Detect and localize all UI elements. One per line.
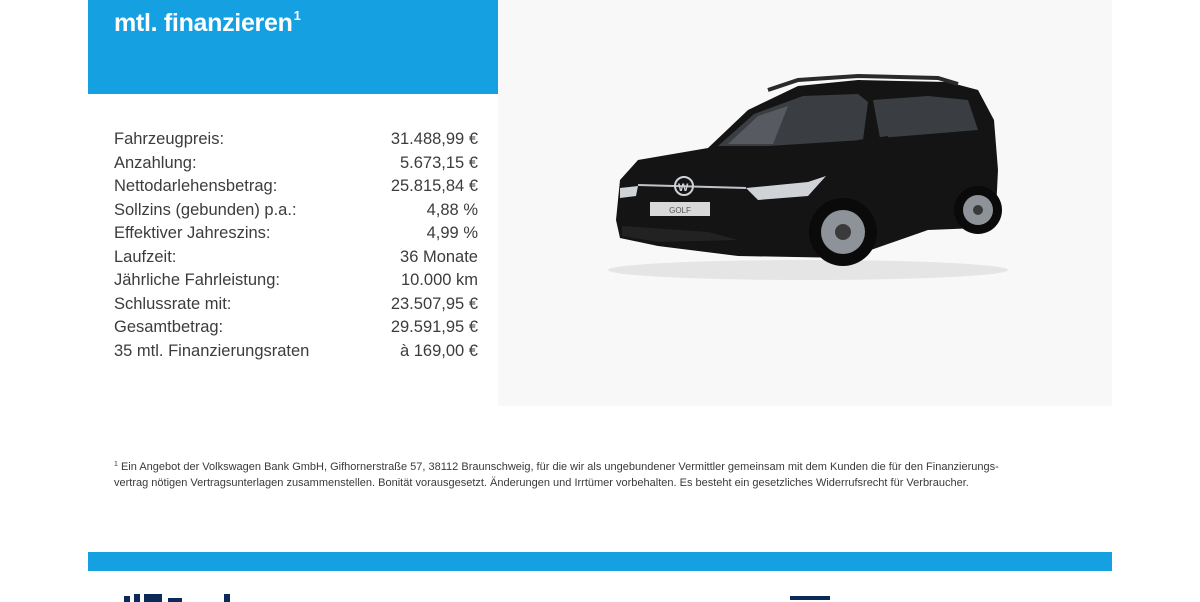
car-image bbox=[598, 60, 1018, 300]
brand-mark-fragment bbox=[790, 594, 830, 600]
financing-value: 5.673,15 € bbox=[400, 153, 478, 172]
financing-row bbox=[114, 222, 478, 246]
financing-label: Laufzeit: bbox=[114, 247, 177, 266]
financing-value: 4,88 % bbox=[426, 200, 478, 219]
financing-row bbox=[114, 293, 478, 317]
financing-row bbox=[114, 152, 478, 176]
financing-row bbox=[114, 246, 478, 270]
financing-table bbox=[114, 128, 478, 363]
financing-label: Nettodarlehensbetrag: bbox=[114, 177, 278, 196]
plate-text: GOLF bbox=[669, 206, 691, 215]
page-title: mtl. finanzieren$^1$ bbox=[114, 8, 301, 37]
financing-label: Fahrzeugpreis: bbox=[114, 130, 225, 149]
financing-value: 10.000 km bbox=[400, 271, 478, 290]
financing-label: Schlussrate mit: bbox=[114, 294, 232, 313]
title-banner bbox=[88, 0, 498, 94]
bottom-accent-bar bbox=[88, 552, 1112, 571]
title-footnote-mark: 1 bbox=[293, 8, 301, 23]
financing-row bbox=[114, 269, 478, 293]
financing-value: à 169,00 € bbox=[400, 341, 478, 360]
financing-row bbox=[114, 175, 478, 199]
financing-label: Jährliche Fahrleistung: bbox=[114, 271, 280, 290]
financing-value: 36 Monate bbox=[400, 247, 478, 266]
financing-value: 29.591,95 € bbox=[390, 318, 478, 337]
financing-value: 31.488,99 € bbox=[390, 130, 478, 149]
financing-value: 23.507,95 € bbox=[390, 294, 478, 313]
footnote-line-2: vertrag nötigen Vertragsunterlagen zusammenstellen. Bonität vorausgesetzt. Änderungen und Irrtümer vorbehalten. Es besteht ein gesetzliches Widerrufsrecht für Verbraucher. bbox=[114, 477, 969, 489]
financing-label: 35 mtl. Finanzierungsraten bbox=[114, 341, 310, 360]
financing-value: 4,99 % bbox=[426, 224, 478, 243]
financing-label: Gesamtbetrag: bbox=[114, 318, 224, 337]
financing-label: Anzahlung: bbox=[114, 153, 197, 172]
financing-label: Sollzins (gebunden) p.a.: bbox=[114, 200, 297, 219]
footnote-line-1: Ein Angebot der Volkswagen Bank GmbH, Gifhornerstraße 57, 38112 Braunschweig, für die wir als ungebundener Vermittler gemeinsam mit dem Kunden die für den Finanzierungs- bbox=[120, 461, 999, 473]
financing-row bbox=[114, 128, 478, 152]
vehicle-image-area bbox=[498, 0, 1112, 406]
footnote-mark: 1 bbox=[114, 461, 118, 468]
financing-row bbox=[114, 199, 478, 223]
financing-label: Effektiver Jahreszins: bbox=[114, 224, 271, 243]
dealer-logo-fragment bbox=[124, 590, 234, 602]
financing-value: 25.815,84 € bbox=[390, 177, 478, 196]
financing-row bbox=[114, 316, 478, 340]
legal-footnote bbox=[114, 457, 1034, 491]
financing-row bbox=[114, 340, 478, 364]
svg-text:W: W bbox=[678, 182, 689, 194]
